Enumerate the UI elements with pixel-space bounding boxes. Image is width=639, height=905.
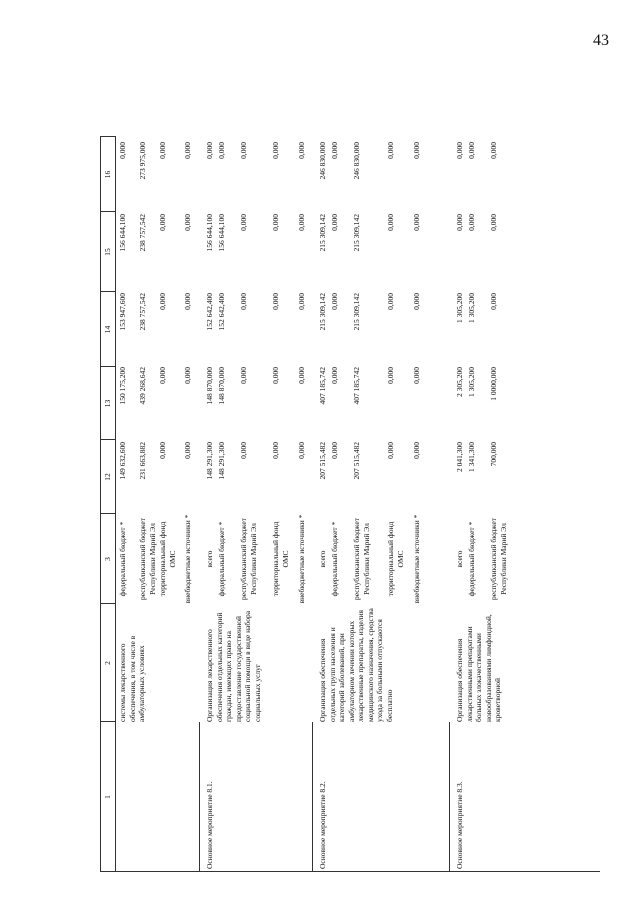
funding-source: федеральный бюджет * [330, 521, 339, 597]
amount-cell: 0,000 [330, 367, 339, 384]
amount-cell: 0,000 [183, 214, 192, 231]
amount-cell: 156 644,100 [205, 214, 214, 252]
amount-cell: 156 644,100 [217, 214, 226, 252]
amount-cell: 215 309,142 [318, 293, 327, 331]
amount-cell: 148 870,000 [217, 367, 226, 405]
measure-description: Организация обеспечения лекарственными препаратами больных злокачественными новообразованиями лимфоидной, кроветворной [455, 614, 502, 722]
amount-cell: 0,000 [158, 142, 167, 159]
amount-cell: 0,000 [412, 442, 421, 459]
amount-cell: 0,000 [412, 293, 421, 310]
funding-source: территориальный фонд ОМС [386, 521, 405, 597]
measure-label: Основное мероприятие 8.2. [318, 781, 327, 869]
amount-cell: 0,000 [386, 293, 395, 310]
funding-source: федеральный бюджет * [467, 521, 476, 597]
funding-source: республиканский бюджет Республики Марий Эл [352, 518, 371, 600]
amount-cell: 0,000 [239, 442, 248, 459]
column-header: 13 [103, 399, 112, 408]
column-header: 3 [103, 557, 112, 561]
amount-cell: 0,000 [412, 214, 421, 231]
amount-cell: 215 309,142 [318, 214, 327, 252]
page-number: 43 [593, 32, 609, 49]
amount-cell: 156 644,100 [118, 214, 127, 252]
column-header: 1 [103, 795, 112, 799]
amount-cell: 0,000 [412, 142, 421, 159]
amount-cell: 207 515,482 [352, 442, 361, 480]
amount-cell: 0,000 [297, 367, 306, 384]
budget-table [100, 72, 600, 872]
amount-cell: 0,000 [239, 367, 248, 384]
amount-cell: 1 305,200 [467, 293, 476, 323]
amount-cell: 0,000 [467, 214, 476, 231]
amount-cell: 1 0000,000 [489, 367, 498, 401]
amount-cell: 238 757,542 [138, 293, 147, 331]
column-header: 15 [103, 248, 112, 256]
measure-description: системы лекарственного обеспечения, в том числе в амбулаторных условиях [118, 635, 146, 722]
amount-cell: 238 757,542 [138, 214, 147, 252]
amount-cell: 0,000 [330, 142, 339, 159]
funding-source: внебюджетные источники * [297, 514, 306, 604]
amount-cell: 407 185,742 [318, 367, 327, 405]
amount-cell: 0,000 [386, 214, 395, 231]
amount-cell: 0,000 [239, 142, 248, 159]
amount-cell: 0,000 [271, 214, 280, 231]
amount-cell: 149 632,600 [118, 442, 127, 480]
amount-cell: 0,000 [183, 442, 192, 459]
amount-cell: 0,000 [297, 293, 306, 310]
amount-cell: 439 268,642 [138, 367, 147, 405]
amount-cell: 0,000 [271, 293, 280, 310]
amount-cell: 207 515,482 [318, 442, 327, 480]
amount-cell: 0,000 [455, 142, 464, 159]
measure-label: Основное мероприятие 8.3. [455, 781, 464, 869]
amount-cell: 2 041,300 [455, 442, 464, 472]
amount-cell: 0,000 [183, 293, 192, 310]
amount-cell: 0,000 [158, 293, 167, 310]
amount-cell: 0,000 [386, 442, 395, 459]
funding-source: федеральный бюджет * [217, 521, 226, 597]
funding-source: всего [455, 550, 464, 568]
amount-cell: 2 305,200 [455, 367, 464, 397]
amount-cell: 0,000 [205, 142, 214, 159]
amount-cell: 0,000 [330, 214, 339, 231]
funding-source: республиканский бюджет Республики Марий Эл [138, 518, 157, 600]
funding-source: внебюджетные источники * [183, 514, 192, 604]
funding-source: республиканский бюджет Республики Марий Эл [239, 518, 258, 600]
funding-source: всего [205, 550, 214, 568]
funding-source: всего [318, 550, 327, 568]
amount-cell: 0,000 [489, 214, 498, 231]
amount-cell: 1 305,200 [455, 293, 464, 323]
amount-cell: 148 291,300 [205, 442, 214, 480]
amount-cell: 148 291,300 [217, 442, 226, 480]
amount-cell: 153 947,600 [118, 293, 127, 331]
amount-cell: 0,000 [297, 442, 306, 459]
amount-cell: 0,000 [467, 142, 476, 159]
amount-cell: 215 309,142 [352, 214, 361, 252]
funding-source: территориальный фонд ОМС [271, 521, 290, 597]
amount-cell: 1 305,200 [467, 367, 476, 397]
amount-cell: 231 663,882 [138, 442, 147, 480]
amount-cell: 0,000 [386, 142, 395, 159]
amount-cell: 150 175,200 [118, 367, 127, 405]
amount-cell: 700,000 [489, 442, 498, 467]
column-header: 16 [103, 170, 112, 179]
measure-description: Организация обеспечения отдельных групп населения и категорий заболеваний, при амбулаторном лечении которых лекарственные препараты, изделия медицинского назначения, средства ухода за больными отпускаются бесплатно [318, 608, 394, 722]
amount-cell: 0,000 [239, 214, 248, 231]
amount-cell: 407 185,742 [352, 367, 361, 405]
amount-cell: 0,000 [271, 442, 280, 459]
column-header: 2 [103, 661, 112, 665]
column-header: 14 [103, 325, 112, 334]
amount-cell: 215 309,142 [352, 293, 361, 331]
row-divider [312, 722, 313, 872]
amount-cell: 0,000 [386, 367, 395, 384]
amount-cell: 0,000 [158, 367, 167, 384]
amount-cell: 273 975,000 [138, 142, 147, 180]
row-divider [199, 722, 200, 872]
amount-cell: 0,000 [158, 214, 167, 231]
amount-cell: 246 830,000 [352, 142, 361, 180]
amount-cell: 0,000 [271, 142, 280, 159]
column-divider-0 [100, 871, 600, 872]
amount-cell: 0,000 [183, 142, 192, 159]
amount-cell: 148 870,000 [205, 367, 214, 405]
amount-cell: 152 642,400 [217, 293, 226, 331]
column-header: 12 [103, 473, 112, 481]
amount-cell: 0,000 [297, 214, 306, 231]
amount-cell: 0,000 [330, 442, 339, 459]
amount-cell: 0,000 [489, 293, 498, 310]
funding-source: территориальный фонд ОМС [158, 521, 177, 597]
amount-cell: 0,000 [118, 142, 127, 159]
header-bottom-border [115, 137, 116, 872]
amount-cell: 1 341,300 [467, 442, 476, 472]
amount-cell: 0,000 [412, 367, 421, 384]
amount-cell: 0,000 [183, 367, 192, 384]
amount-cell: 0,000 [271, 367, 280, 384]
amount-cell: 0,000 [489, 142, 498, 159]
row-divider [449, 722, 450, 872]
amount-cell: 0,000 [297, 142, 306, 159]
funding-source: федеральный бюджет * [118, 521, 127, 597]
amount-cell: 246 830,000 [318, 142, 327, 180]
measure-description: Организация лекарственного обеспечения отдельных категорий граждан, имеющих право на предоставление государственной социальной помощи в виде набора социальных услуг [205, 610, 262, 722]
amount-cell: 0,000 [158, 442, 167, 459]
amount-cell: 0,000 [330, 293, 339, 310]
funding-source: республиканский бюджет Республики Марий Эл [489, 518, 508, 600]
funding-source: внебюджетные источники * [412, 514, 421, 604]
amount-cell: 0,000 [217, 142, 226, 159]
amount-cell: 0,000 [455, 214, 464, 231]
amount-cell: 0,000 [239, 293, 248, 310]
measure-label: Основное мероприятие 8.1. [205, 781, 214, 869]
amount-cell: 152 642,400 [205, 293, 214, 331]
